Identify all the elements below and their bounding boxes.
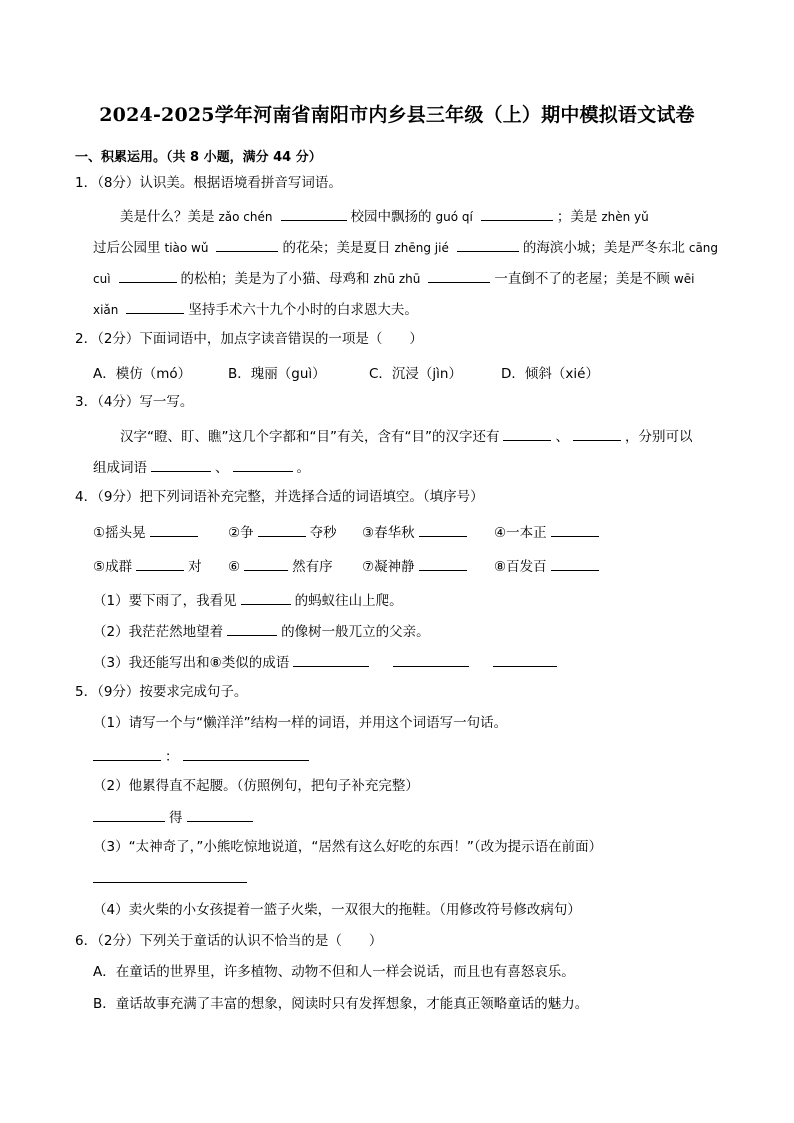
answer-blank[interactable] bbox=[233, 457, 293, 472]
question-1-line-3: cuì 的松柏；美是为了小猫、母鸡和 zhū zhū 一直倒不了的老屋；美是不顾 wēi bbox=[93, 268, 698, 288]
option-b[interactable]: B．瑰丽（guì） bbox=[228, 366, 326, 382]
answer-blank[interactable] bbox=[293, 652, 369, 667]
question-4-sentence-3: （3）我还能写出和⑧类似的成语 bbox=[93, 652, 561, 672]
question-3-line-1: 汉字“瞪、盯、瞧”这几个字都和“目”有关，含有“目”的汉字还有 、 ，分别可以 bbox=[120, 426, 692, 446]
answer-blank[interactable] bbox=[93, 807, 165, 822]
answer-blank[interactable] bbox=[457, 237, 519, 252]
question-5-answer-1: ： bbox=[93, 746, 313, 766]
idiom-1: ①摇头晃 bbox=[93, 521, 202, 541]
answer-blank[interactable] bbox=[419, 522, 467, 537]
pinyin: guó qí bbox=[435, 210, 473, 224]
pinyin: xiǎn bbox=[93, 303, 119, 317]
pinyin: zǎo chén bbox=[218, 210, 273, 224]
answer-blank[interactable] bbox=[216, 237, 278, 252]
option-a[interactable]: A．模仿（mó） bbox=[93, 366, 192, 382]
pinyin: cuì bbox=[93, 272, 111, 286]
idiom-8: ⑧百发百 bbox=[494, 555, 603, 575]
question-4-sentence-2: （2）我茫茫然地望着 的像树一般兀立的父亲。 bbox=[93, 621, 430, 641]
option-c[interactable]: C．沉浸（jìn） bbox=[369, 366, 462, 382]
answer-blank[interactable] bbox=[428, 268, 490, 283]
question-3-line-2: 组成词语 、 。 bbox=[93, 457, 310, 477]
answer-blank[interactable] bbox=[258, 522, 306, 537]
idiom-4: ④一本正 bbox=[494, 521, 603, 541]
answer-blank[interactable] bbox=[503, 426, 551, 441]
idiom-3: ③春华秋 bbox=[362, 521, 471, 541]
section-heading: 一、积累运用。（共 8 小题，满分 44 分） bbox=[75, 150, 322, 165]
answer-blank[interactable] bbox=[281, 206, 347, 221]
pinyin: zhēng jié bbox=[394, 241, 449, 255]
option-a[interactable]: A．在童话的世界里，许多植物、动物不但和人一样会说话，而且也有喜怒哀乐。 bbox=[93, 964, 575, 980]
question-1-line-4: xiǎn 坚持手术六十九个小时的白求恩大夫。 bbox=[93, 299, 418, 319]
option-d[interactable]: D．倾斜（xié） bbox=[501, 366, 599, 382]
page-title: 2024-2025学年河南省南阳市内乡县三年级（上）期中模拟语文试卷 bbox=[99, 104, 695, 126]
question-1-head: 1．（8分）认识美。根据语境看拼音写词语。 bbox=[75, 175, 342, 191]
question-4-head: 4．（9分）把下列词语补充完整，并选择合适的词语填空。（填序号） bbox=[75, 489, 484, 505]
answer-blank[interactable] bbox=[93, 746, 161, 761]
question-6-head: 6．（2分）下列关于童话的认识不恰当的是（ ） bbox=[75, 933, 383, 949]
pinyin: tiào wǔ bbox=[164, 241, 209, 255]
question-5-item-1: （1）请写一个与“懒洋洋”结构一样的词语，并用这个词语写一句话。 bbox=[93, 715, 508, 731]
answer-blank[interactable] bbox=[119, 268, 177, 283]
answer-blank[interactable] bbox=[551, 556, 599, 571]
pinyin: cāng bbox=[688, 241, 719, 255]
idiom-7: ⑦凝神静 bbox=[362, 555, 471, 575]
question-2-head: 2．（2分）下面词语中，加点字读音错误的一项是（ ） bbox=[75, 331, 423, 347]
question-5-answer-2: 得 bbox=[93, 807, 257, 827]
answer-blank[interactable] bbox=[93, 868, 247, 883]
answer-blank[interactable] bbox=[493, 652, 557, 667]
question-5-item-2: （2）他累得直不起腰。（仿照例句，把句子补充完整） bbox=[93, 778, 419, 794]
answer-blank[interactable] bbox=[393, 652, 469, 667]
pinyin: zhū zhū bbox=[373, 272, 421, 286]
answer-blank[interactable] bbox=[551, 522, 599, 537]
answer-blank[interactable] bbox=[187, 807, 253, 822]
answer-blank[interactable] bbox=[419, 556, 467, 571]
answer-blank[interactable] bbox=[573, 426, 621, 441]
question-5-item-4: （4）卖火柴的小女孩提着一篮子火柴，一双很大的拖鞋。（用修改符号修改病句） bbox=[93, 902, 581, 918]
question-5-head: 5．（9分）按要求完成句子。 bbox=[75, 684, 248, 700]
answer-blank[interactable] bbox=[136, 556, 184, 571]
question-5-answer-3 bbox=[93, 868, 251, 888]
answer-blank[interactable] bbox=[227, 621, 277, 636]
question-5-item-3: （3）“太神奇了，”小熊吃惊地说道，“居然有这么好吃的东西！”（改为提示语在前面） bbox=[93, 839, 603, 855]
pinyin: wēi bbox=[673, 272, 695, 286]
answer-blank[interactable] bbox=[481, 206, 553, 221]
option-b[interactable]: B．童话故事充满了丰富的想象，阅读时只有发挥想象，才能真正领略童话的魅力。 bbox=[93, 996, 589, 1012]
idiom-2: ②争 夺秒 bbox=[228, 521, 337, 541]
question-1-line-1: 美是什么？美是 zǎo chén 校园中飘扬的 guó qí ；美是 zhèn yǔ bbox=[120, 206, 653, 226]
idiom-5: ⑤成群 对 bbox=[93, 555, 202, 575]
question-4-sentence-1: （1）要下雨了，我看见 的蚂蚁往山上爬。 bbox=[93, 590, 403, 610]
question-1-line-2: 过后公园里 tiào wǔ 的花朵；美是夏日 zhēng jié 的海滨小城；美是严冬东北 cāng bbox=[93, 237, 722, 257]
pinyin: zhèn yǔ bbox=[601, 210, 649, 224]
answer-blank[interactable] bbox=[241, 590, 291, 605]
answer-blank[interactable] bbox=[151, 457, 211, 472]
answer-blank[interactable] bbox=[244, 556, 288, 571]
answer-blank[interactable] bbox=[150, 522, 198, 537]
idiom-6: ⑥ 然有序 bbox=[228, 555, 333, 575]
answer-blank[interactable] bbox=[183, 746, 309, 761]
question-3-head: 3．（4分）写一写。 bbox=[75, 394, 194, 410]
answer-blank[interactable] bbox=[126, 299, 184, 314]
